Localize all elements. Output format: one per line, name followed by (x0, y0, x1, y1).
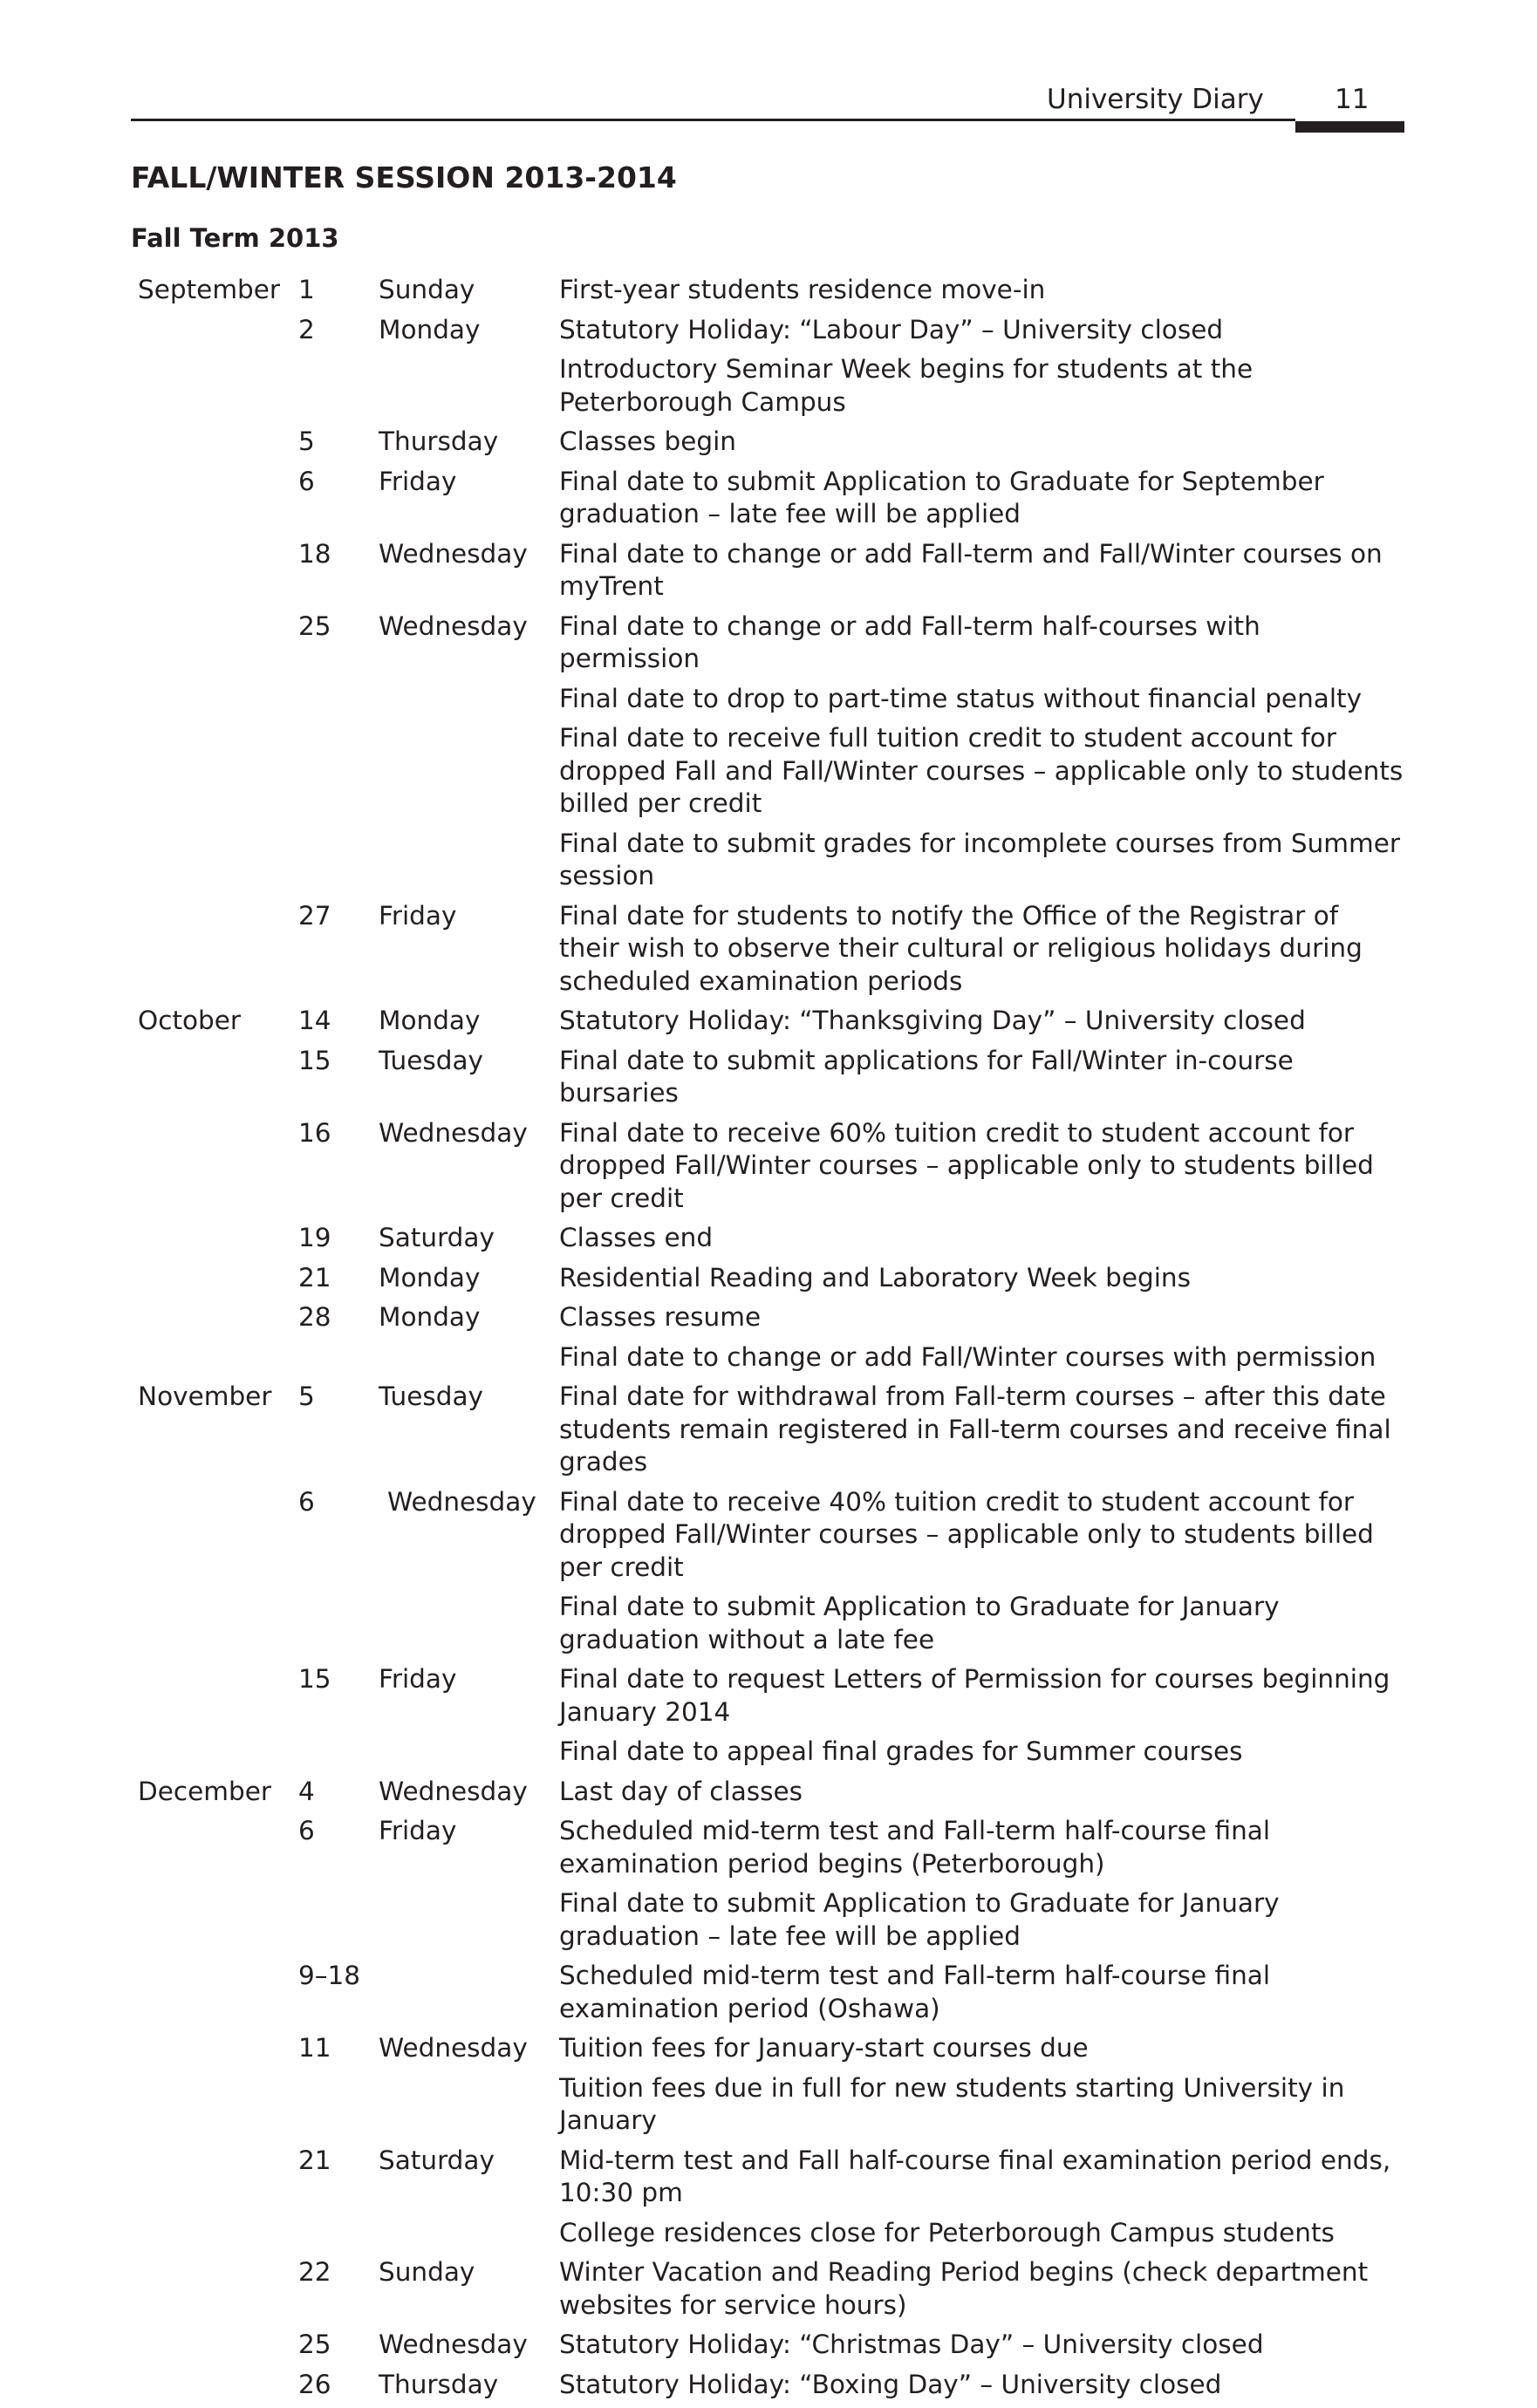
day-cell: 2 (298, 314, 315, 344)
event-cell: Scheduled mid-term test and Fall-term half-course final examination period begins (Peterborough) (559, 1816, 1271, 1879)
event-cell: Final date to submit Application to Graduate for January graduation without a late fee (559, 1592, 1280, 1654)
day-cell: 25 (298, 611, 331, 641)
weekday-cell: Wednesday (387, 1486, 536, 1517)
calendar-row (131, 1887, 1404, 1953)
day-cell: 18 (298, 538, 331, 569)
day-cell: 6 (298, 1816, 315, 1845)
month-cell: September (138, 275, 281, 304)
calendar-row (131, 1222, 1404, 1255)
page-number: 11 (1335, 84, 1370, 115)
calendar-row (131, 1045, 1404, 1110)
month-cell: December (138, 1776, 271, 1806)
weekday-cell: Sunday (379, 2257, 475, 2287)
day-cell: 15 (298, 1664, 331, 1694)
day-cell: 1 (298, 275, 315, 304)
event-cell: Final date to receive full tuition credit to student account for dropped Fall and Fall/Winter courses – applicable only to students billed per credit (559, 723, 1404, 818)
event-cell: Classes resume (559, 1302, 762, 1332)
day-cell: 6 (298, 1486, 315, 1517)
calendar-row (131, 538, 1404, 604)
day-cell: 16 (298, 1117, 331, 1148)
event-cell: Statutory Holiday: “Boxing Day” – University closed (559, 2369, 1222, 2399)
event-cell: Introductory Seminar Week begins for students at the Peterborough Campus (559, 354, 1254, 417)
event-cell: Final date to submit Application to Graduate for September graduation – late fee will be applied (559, 466, 1324, 529)
calendar-row (131, 274, 1404, 307)
event-cell: Winter Vacation and Reading Period begins (check department websites for service hours) (559, 2257, 1369, 2320)
calendar-row (131, 1301, 1404, 1334)
weekday-cell: Wednesday (379, 1776, 528, 1806)
day-cell: 28 (298, 1302, 331, 1332)
day-cell: 9–18 (298, 1961, 361, 1990)
month-cell: October (138, 1006, 242, 1035)
day-cell: 15 (298, 1045, 331, 1075)
event-cell: Scheduled mid-term test and Fall-term half-course final examination period (Oshawa) (559, 1961, 1271, 2023)
day-cell: 21 (298, 2145, 331, 2175)
calendar-row (131, 1341, 1404, 1375)
day-cell: 25 (298, 2330, 331, 2359)
day-cell: 21 (298, 1262, 331, 1293)
calendar-row (131, 1262, 1404, 1295)
calendar-row (131, 1486, 1404, 1585)
calendar-row (131, 2256, 1404, 2322)
calendar-row (131, 1736, 1404, 1769)
event-cell: Final date to submit applications for Fall/Winter in-course bursaries (559, 1045, 1294, 1108)
calendar-row (131, 466, 1404, 531)
event-cell: Final date to change or add Fall-term and Fall/Winter courses on myTrent (559, 538, 1383, 601)
calendar-row (131, 1117, 1404, 1216)
event-cell: Final date for students to notify the Office of the Registrar of their wish to observe their cultural or religious holidays during scheduled examination periods (559, 900, 1363, 996)
page-tab-marker (1295, 121, 1404, 133)
calendar-row (131, 1815, 1404, 1880)
event-cell: Final date to change or add Fall-term half-courses with permission (559, 611, 1260, 673)
calendar-row (131, 722, 1404, 821)
weekday-cell: Friday (379, 466, 457, 496)
event-cell: Final date to drop to part-time status without financial penalty (559, 683, 1363, 713)
event-cell: Tuition fees due in full for new students starting University in January (559, 2072, 1345, 2135)
event-cell: Statutory Holiday: “Thanksgiving Day” – University closed (559, 1006, 1306, 1035)
weekday-cell: Wednesday (379, 538, 528, 569)
running-header-title: University Diary (1047, 84, 1264, 115)
calendar-row (131, 2032, 1404, 2065)
weekday-cell: Friday (379, 900, 457, 931)
calendar-row (131, 683, 1404, 716)
calendar-row (131, 2072, 1404, 2138)
month-cell: November (138, 1381, 272, 1411)
day-cell: 4 (298, 1776, 315, 1806)
calendar-row (131, 1005, 1404, 1038)
event-cell: Statutory Holiday: “Labour Day” – University closed (559, 314, 1224, 344)
weekday-cell: Monday (379, 1302, 481, 1332)
weekday-cell: Monday (379, 1006, 481, 1035)
session-title: FALL/WINTER SESSION 2013-2014 (131, 160, 677, 194)
weekday-cell: Saturday (379, 1223, 495, 1252)
weekday-cell: Sunday (379, 275, 475, 304)
day-cell: 6 (298, 466, 315, 496)
event-cell: Final date to request Letters of Permission for courses beginning January 2014 (559, 1664, 1390, 1727)
day-cell: 26 (298, 2369, 331, 2399)
weekday-cell: Thursday (379, 426, 499, 456)
event-cell: Final date to submit Application to Graduate for January graduation – late fee will be applied (559, 1888, 1280, 1951)
weekday-cell: Monday (379, 314, 481, 344)
event-cell: Classes end (559, 1223, 714, 1252)
weekday-cell: Saturday (379, 2145, 495, 2175)
calendar-row (131, 900, 1404, 999)
calendar-table (131, 274, 1404, 2408)
calendar-row (131, 1776, 1404, 1809)
day-cell: 22 (298, 2257, 331, 2287)
weekday-cell: Wednesday (379, 1117, 528, 1148)
day-cell: 19 (298, 1223, 331, 1252)
weekday-cell: Tuesday (379, 1381, 484, 1411)
event-cell: Tuition fees for January-start courses due (559, 2033, 1089, 2063)
calendar-row (131, 828, 1404, 893)
calendar-row (131, 2217, 1404, 2250)
calendar-row (131, 1381, 1404, 1479)
weekday-cell: Wednesday (379, 611, 528, 641)
calendar-row (131, 2369, 1404, 2402)
weekday-cell: Wednesday (379, 2330, 528, 2359)
weekday-cell: Tuesday (379, 1045, 484, 1075)
term-subtitle: Fall Term 2013 (131, 223, 339, 253)
event-cell: Final date to change or add Fall/Winter courses with permission (559, 1341, 1376, 1372)
weekday-cell: Friday (379, 1664, 457, 1694)
event-cell: Residential Reading and Laboratory Week begins (559, 1262, 1192, 1293)
event-cell: Mid-term test and Fall half-course final examination period ends, 10:30 pm (559, 2145, 1391, 2207)
weekday-cell: Thursday (379, 2369, 499, 2399)
calendar-row (131, 2329, 1404, 2362)
calendar-row (131, 1591, 1404, 1656)
event-cell: Last day of classes (559, 1776, 803, 1806)
calendar-row (131, 426, 1404, 459)
day-cell: 14 (298, 1006, 331, 1035)
calendar-row (131, 2145, 1404, 2210)
event-cell: Final date to submit grades for incomplete courses from Summer session (559, 828, 1401, 890)
day-cell: 5 (298, 1381, 315, 1411)
event-cell: Classes begin (559, 426, 736, 456)
event-cell: Final date to receive 60% tuition credit to student account for dropped Fall/Winter courses – applicable only to students billed per credit (559, 1117, 1374, 1213)
event-cell: College residences close for Peterborough Campus students (559, 2217, 1335, 2248)
day-cell: 11 (298, 2033, 331, 2063)
weekday-cell: Monday (379, 1262, 481, 1293)
calendar-row (131, 1663, 1404, 1729)
event-cell: Statutory Holiday: “Christmas Day” – University closed (559, 2330, 1264, 2359)
weekday-cell: Wednesday (379, 2033, 528, 2063)
day-cell: 5 (298, 426, 315, 456)
calendar-row (131, 353, 1404, 419)
event-cell: Final date for withdrawal from Fall-term courses – after this date students remain registered in Fall-term courses and receive final grades (559, 1381, 1391, 1477)
weekday-cell: Friday (379, 1816, 457, 1845)
event-cell: Final date to receive 40% tuition credit to student account for dropped Fall/Winter courses – applicable only to students billed per credit (559, 1486, 1374, 1582)
event-cell: First-year students residence move-in (559, 275, 1046, 304)
event-cell: Final date to appeal final grades for Summer courses (559, 1736, 1243, 1766)
day-cell: 27 (298, 900, 331, 931)
calendar-row (131, 1960, 1404, 2025)
header-rule (131, 119, 1295, 121)
calendar-row (131, 611, 1404, 676)
calendar-row (131, 314, 1404, 347)
